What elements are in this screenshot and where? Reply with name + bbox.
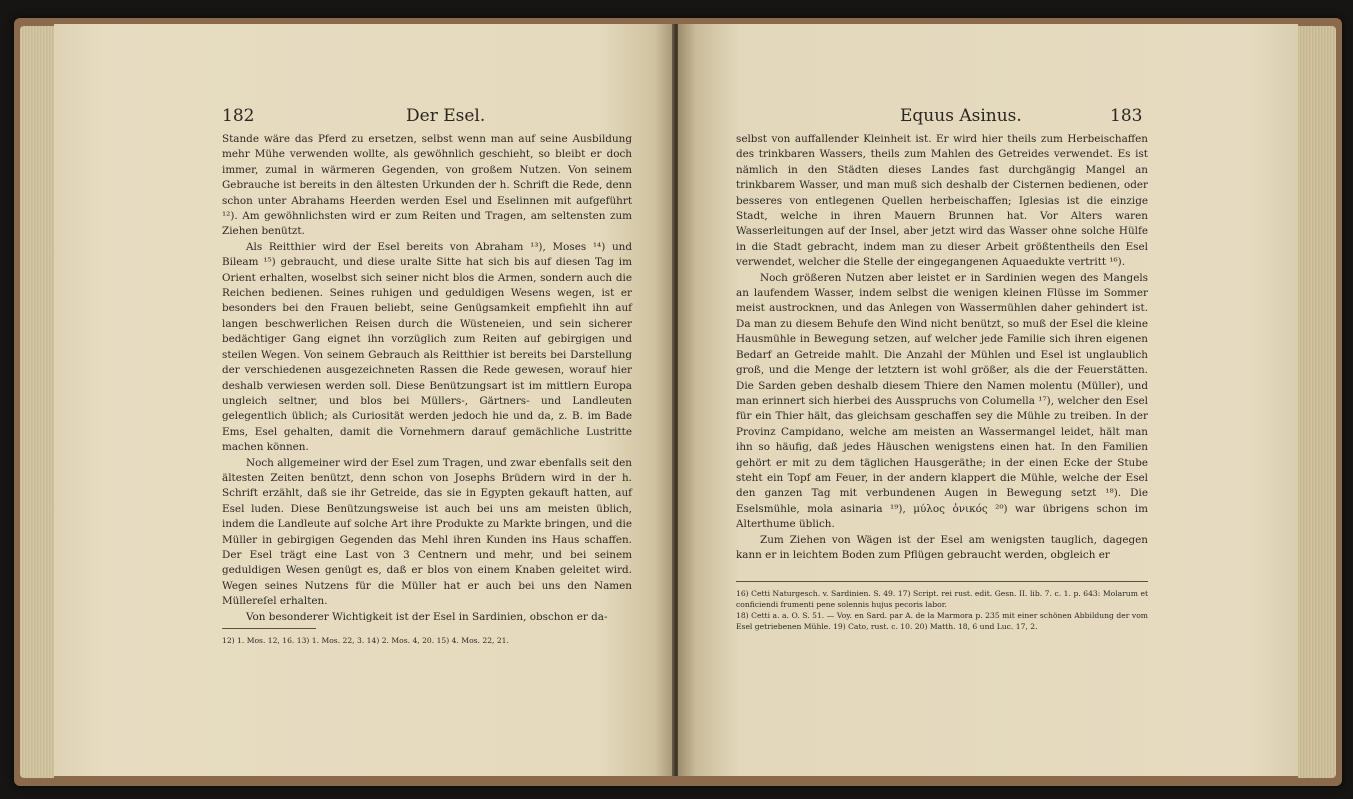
left-running-head (222, 106, 632, 130)
right-paragraph-1: selbst von auffallender Kleinheit ist. Er wird hier theils zum Herbeischaffen des trinkbaren Wassers, theils zum Mahlen des Getreides verwendet. Es ist nämlich in den Städten dieses Landes fast durchgängig Mangel an trinkbarem Wasser, und man muß sich deshalb der Cisternen bedienen, oder besseres von entlegenen Quellen herbeischaffen; Iglesias ist die einzige Stadt, welche in ihren Mauern Brunnen hat. Vor Alters waren Wasserleitungen auf der Insel, aber jetzt wird das Wasser ohne solche Hülfe in die Stadt gebracht, indem man zu dieser Arbeit größtentheils den Esel verwendet, welcher die Stelle der eingegangenen Aquaedukte vertritt ¹⁶). (736, 133, 1148, 269)
left-paragraph-1: Stande wäre das Pferd zu ersetzen, selbst wenn man auf seine Ausbildung mehr Mühe verwenden wollte, als gewöhnlich geschieht, so bleibt er doch immer, zumal in wärmeren Gegenden, von großem Nutzen. Von seinem Gebrauche ist bereits in den ältesten Urkunden der h. Schrift die Rede, denn schon unter Abrahams Heerden werden Esel und Eselinnen mit aufgeführt ¹²). Am gewöhnlichsten wird er zum Reiten und Tragen, am seltensten zum Ziehen benützt. (222, 133, 632, 238)
left-page-edges (20, 26, 54, 778)
left-footnote-line: 12) 1. Mos. 12, 16. 13) 1. Mos. 22, 3. 14) 2. Mos. 4, 20. 15) 4. Mos. 22, 21. (222, 636, 509, 645)
right-page (678, 24, 1298, 776)
left-running-title: Der Esel. (406, 106, 486, 126)
right-footnote-rule (736, 581, 1148, 582)
right-page-edges (1298, 26, 1336, 778)
right-paragraph-3: Zum Ziehen von Wägen ist der Esel am wenigsten tauglich, dagegen kann er in leichtem Boden zum Pflügen gebraucht werden, obgleich er (736, 533, 1148, 561)
left-paragraph-4: Von besonderer Wichtigkeit ist der Esel in Sardinien, obschon er da- (246, 610, 608, 623)
left-paragraph-3: Noch allgemeiner wird der Esel zum Tragen, und zwar ebenfalls seit den ältesten Zeiten benützt, denn schon von Josephs Brüdern wird in der h. Schrift erzählt, daß sie ihr Getreide, das sie in Egypten gekauft hatten, auf Esel luden. Diese Benützungsweise ist auch bei uns am meisten üblich, indem die Landleute auf solche Art ihre Produkte zu Markte bringen, und die Müller in gebirgigen Gegenden das Mehl ihren Kunden ins Haus schaffen. Der Esel trägt eine Last von 3 Centnern und mehr, und bei seinem geduldigen Wesen genügt es, daß er blos von einem Knaben geleitet wird. Wegen seines Nutzens für die Müller hat er auch bei uns den Namen Müllereſel erhalten. (222, 456, 632, 608)
right-body-text (736, 132, 1148, 563)
left-paragraph-2: Als Reitthier wird der Esel bereits von Abraham ¹³), Moses ¹⁴) und Bileam ¹⁵) gebraucht, und diese uralte Sitte hat sich bis auf diesen Tag im Orient erhalten, woselbst sich seiner nicht blos die Armen, sondern auch die Reichen bedienen. Seines ruhigen und geduldigen Wesens wegen, ist er besonders bei den Frauen beliebt, seine Genügsamkeit empfiehlt ihn auf langen beschwerlichen Reisen durch die Wüsteneien, und sein sicherer bedächtiger Gang eignet ihn vorzüglich zum Reiten auf gebirgigen und steilen Wegen. Von seinem Gebrauch als Reitthier ist bereits bei Darstellung der verschiedenen ausgezeichneten Rassen die Rede gewesen, worauf hier deshalb verwiesen werden soll. Diese Benützungsart ist im mittlern Europa ungleich seltner, und blos bei Müllers-, Gärtners- und Landleuten gelegentlich üblich; als Curiosität werden jedoch hie und da, z. B. im Bade Ems, Esel gehalten, damit die Vornehmern darauf gemächliche Lustritte machen können. (222, 240, 632, 454)
right-page-number: 183 (1110, 106, 1143, 126)
right-running-title: Equus Asinus. (900, 106, 1022, 126)
right-paragraph-2: Noch größeren Nutzen aber leistet er in Sardinien wegen des Mangels an laufendem Wasser, indem selbst die wenigen kleinen Flüsse im Sommer meist austrocknen, und das Anlegen von Wassermühlen daher gehindert ist. Da man zu diesem Behufe den Wind nicht benützt, so muß der Esel die kleine Hausmühle in Bewegung setzen, auf welcher jede Familie sich ihren eigenen Bedarf an Getreide mahlt. Die Anzahl der Mühlen und Esel ist unglaublich groß, und die Menge der letztern ist wohl größer, als die der Feuerstätten. Die Sarden geben deshalb diesem Thiere den Namen molentu (Müller), und man erinnert sich hierbei des Ausspruchs von Columella ¹⁷), welcher den Esel für ein Thier hält, das gleichsam geschaffen sey die Mühle zu treiben. In der Provinz Campidano, welche am meisten an Wassermangel leidet, hält man ihn so häufig, daß jedes Häuschen wenigstens einen hat. In den Familien gehört er mit zu dem täglichen Hausgeräthe; in der einen Ecke der Stube steht ein Topf am Feuer, in der andern klappert die Mühle, welche der Esel den ganzen Tag mit verbundenen Augen in Bewegung setzt ¹⁸). Die Eselsmühle, mola asinaria ¹⁹), μύλος ὀνικός ²⁰) war übrigens schon im Alterthume üblich. (736, 271, 1148, 531)
left-footnote-rule (222, 628, 316, 629)
left-footnotes (222, 635, 632, 646)
right-running-head (736, 106, 1146, 130)
left-page-number: 182 (222, 106, 255, 126)
right-footnote-1: 16) Cetti Naturgesch. v. Sardinien. S. 49. 17) Script. rei rust. edit. Gesn. II. lib. 7. c. 1. p. 643: Molarum et conficiendi frumenti pene solennis hujus pecoris labor. (736, 589, 1148, 609)
left-body-text (222, 132, 632, 625)
right-footnote-2: 18) Cetti a. a. O. S. 51. — Voy. en Sard. par A. de la Marmora p. 235 mit einer schönen Abbildung der vom Esel getriebenen Mühle. 19) Cato, rust. c. 10. 20) Matth. 18, 6 und Luc. 17, 2. (736, 611, 1148, 631)
right-footnotes (736, 588, 1148, 632)
left-page (54, 24, 673, 776)
